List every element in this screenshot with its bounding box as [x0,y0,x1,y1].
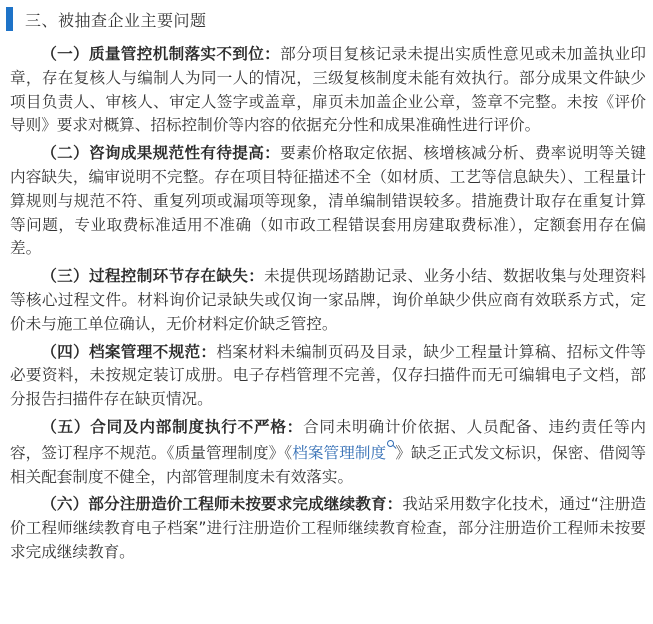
paragraph-continuing-education [10,493,646,564]
paragraph-text: 未提供现场踏勘记录、业务小结、数据收集与处理资料等核心过程文件。材料询价记录缺失或仅询一家品牌，询价单缺少供应商有效联系方式，定价未与施工单位确认，无价材料定价缺乏管控。 [10,267,646,333]
paragraph-contract-system [10,416,646,489]
article-body [10,43,646,569]
paragraph-lead: （三）过程控制环节存在缺失： [41,267,265,286]
section-title: 三、被抽查企业主要问题 [25,10,207,30]
paragraph-quality-control [10,43,646,138]
link-text[interactable]: 档案管理制度 [292,443,387,462]
paragraph-archive-management [10,341,646,412]
paragraph-lead: （一）质量管控机制落实不到位： [41,45,281,63]
paragraph-text-before: 合同未明确计价依据、人员配备、违约责任等内容，签订程序不规范。《质量管理制度》《 [10,417,646,462]
paragraph-text: 我站采用数字化技术，通过“注册造价工程师继续教育电子档案”进行注册造价工程师继续教育检查，部分注册造价工程师未按要求完成继续教育。 [10,495,646,561]
section-header [6,6,207,32]
paragraph-text: 要素价格取定依据、核增核减分析、费率说明等关键内容缺失，编审说明不完整。存在项目特征描述不全（如材质、工艺等信息缺失）、工程量计算规则与规范不符、重复列项或漏项等现象，清单编制错误较多。措施费计取存在重复计算等问题，专业取费标准适用不准确（如市政工程错误套用房建取费标准），定额套用存在偏差。 [10,144,646,258]
section-marker-bar [6,7,13,31]
paragraph-text-after: 》缺乏正式发文标识，保密、借阅等相关配套制度不健全，内部管理制度未有效落实。 [10,443,646,486]
paragraph-process-control [10,265,646,336]
archive-system-link[interactable] [292,444,395,462]
search-icon[interactable] [387,440,395,450]
paragraph-text: 部分项目复核记录未提出实质性意见或未加盖执业印章，存在复核人与编制人为同一人的情况，三级复核制度未能有效执行。部分成果文件缺少项目负责人、审核人、审定人签字或盖章，扉页未加盖企业公章，签章不完整。未按《评价导则》要求对概算、招标控制价等内容的依据充分性和成果准确性进行评价。 [10,45,646,135]
paragraph-lead: （二）咨询成果规范性有待提高： [41,144,281,163]
paragraph-text: 档案材料未编制页码及目录，缺少工程量计算稿、招标文件等必要资料，未按规定装订成册。电子存档管理不完善，仅存扫描件而无可编辑电子文档，部分报告扫描件存在缺页情况。 [10,342,646,409]
paragraph-lead: （四）档案管理不规范： [41,342,217,361]
paragraph-lead: （五）合同及内部制度执行不严格： [41,417,304,436]
paragraph-lead: （六）部分注册造价工程师未按要求完成继续教育： [41,495,403,514]
paragraph-consulting-results [10,142,646,261]
